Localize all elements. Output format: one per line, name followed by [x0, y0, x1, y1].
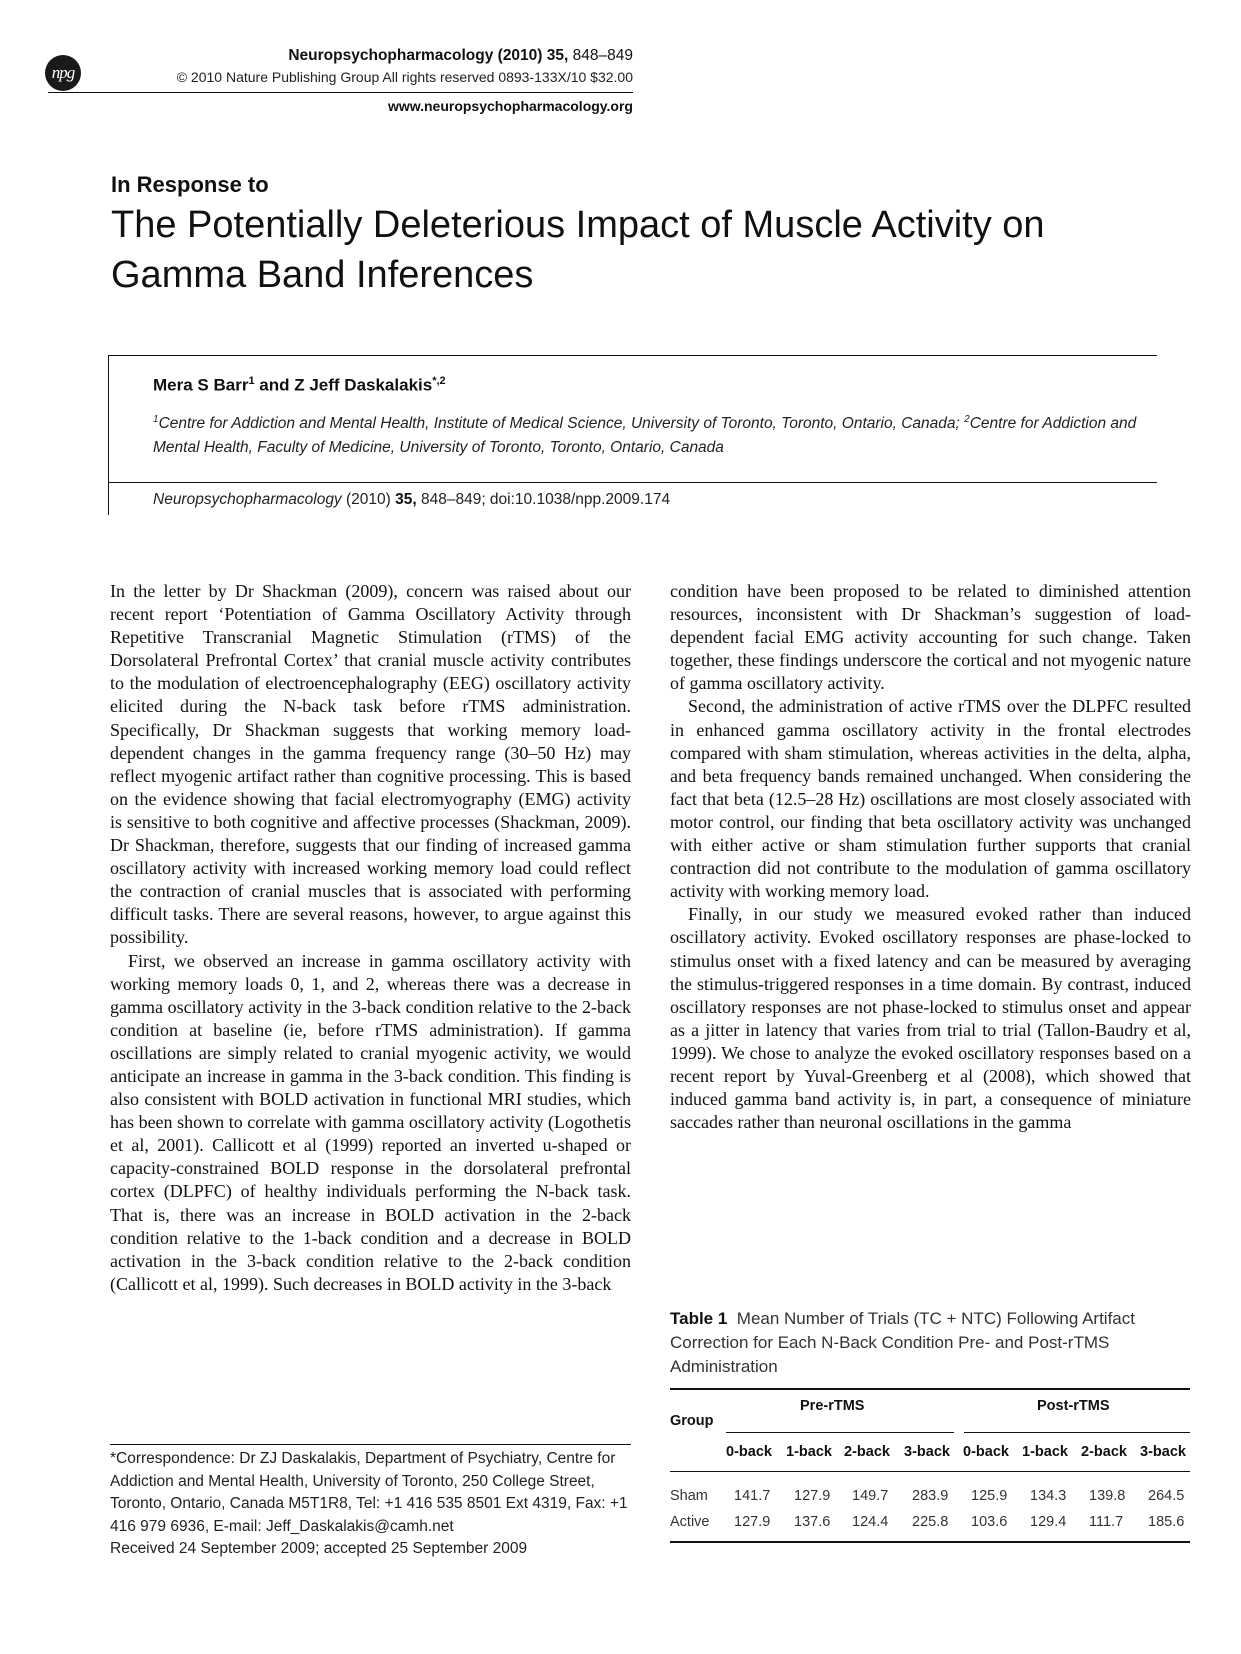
journal-pages: 848–849: [572, 47, 633, 64]
footnote: [110, 1448, 631, 1561]
table-col-header: 3-back: [904, 1444, 950, 1460]
affiliations: $^1$Centre for Addiction and Mental Health, Institute of Medical Science, University of Toronto, Toronto, Ontario, Canada; $^2$Centre for Addiction and Mental Health, Faculty of Medicine, University of Toronto, Toronto, Ontario, Canada: [153, 414, 1137, 457]
article-title: The Potentially Deleterious Impact of Muscle Activity on Gamma Band Inferences: [111, 204, 1045, 296]
table-col-header: 1-back: [1022, 1444, 1068, 1460]
citation-line: Neuropsychopharmacology (2010) 35, 848–849; doi:10.1038/npp.2009.174: [153, 491, 671, 508]
table-bottom-rule: [670, 1541, 1190, 1543]
table-label: Table 1: [670, 1309, 728, 1328]
table-cell: 225.8: [912, 1514, 949, 1530]
table-cell: 127.9: [734, 1514, 771, 1530]
header-divider: [48, 92, 633, 93]
author-2: Z Jeff Daskalakis: [294, 375, 433, 395]
author-box-top-rule: [108, 355, 1157, 356]
table-top-rule: [670, 1388, 1190, 1390]
paragraph-first: First, we observed an increase in gamma oscillatory activity with working memory loads 0, 1, and 2, whereas there was a decrease in gamma oscillatory activity in the 3-back condition relative to the 2-back condition at baseline (ie, before rTMS administration). If gamma oscillations are simply related to cranial myogenic activity, we would anticipate an increase in gamma in the 3-back condition. This finding is also consistent with BOLD activation in functional MRI studies, which has been shown to correlate with gamma oscillatory activity (Logothetis et al, 2001). Callicott et al (1999) reported an inverted u-shaped or capacity-constrained BOLD response in the dorsolateral prefrontal cortex (DLPFC) of healthy individuals performing the N-back task. That is, there was an increase in BOLD activation in the 2-back condition relative to the 1-back condition and a decrease in BOLD activation in the 3-back condition relative to the 2-back condition (Callicott et al, 1999). Such decreases in BOLD activity in the 3-back: [110, 950, 631, 1294]
table-col-header: 1-back: [786, 1444, 832, 1460]
table-cell: 264.5: [1148, 1488, 1185, 1504]
footnote-rule: [110, 1444, 631, 1445]
body-column-right: [670, 580, 1191, 1134]
table-caption: [670, 1307, 1190, 1379]
table-cell: 127.9: [794, 1488, 831, 1504]
journal-header: [288, 47, 633, 65]
correspondence-note: *Correspondence: Dr ZJ Daskalakis, Department of Psychiatry, Centre for Addiction and Mental Health, University of Toronto, 250 College Street, Toronto, Ontario, Canada M5T1R8, Tel: +1 416 535 8501 Ext 4319, Fax: +1 416 979 6936, E-mail: Jeff_Daskalakis@camh.net: [110, 1450, 628, 1535]
table-cell: 139.8: [1089, 1488, 1126, 1504]
table-col-header: 0-back: [963, 1444, 1009, 1460]
article-kicker: In Response to: [111, 172, 269, 197]
table-cell: 134.3: [1030, 1488, 1067, 1504]
table-group-header: Group: [670, 1413, 714, 1429]
paragraph-intro: In the letter by Dr Shackman (2009), concern was raised about our recent report ‘Potentiation of Gamma Oscillatory Activity through Repetitive Transcranial Magnetic Stimulation (rTMS) of the Dorsolateral Prefrontal Cortex’ that cranial muscle activity contributes to the modulation of electroencephalography (EEG) oscillatory activity elicited during the N-back task before rTMS administration. Specifically, Dr Shackman suggests that working memory load-dependent changes in the gamma frequency range (30–50 Hz) may reflect myogenic artifact rather than cognitive processing. This is based on the evidence showing that facial electromyography (EMG) activity is sensitive to both cognitive and affective processes (Shackman, 2009). Dr Shackman, therefore, suggests that our finding of increased gamma oscillatory activity with increased working memory load could reflect the contraction of cranial muscles that is associated with performing difficult tasks. There are several reasons, however, to argue against this possibility.: [110, 581, 631, 948]
author-box-side-rule: [108, 355, 109, 515]
table-col-header: 2-back: [1081, 1444, 1127, 1460]
journal-url[interactable]: www.neuropsychopharmacology.org: [387, 98, 633, 114]
paragraph-first-continued: condition have been proposed to be related to diminished attention resources, inconsistent with Dr Shackman’s suggestion of load-dependent facial EMG activity accounting for such change. Taken together, these findings underscore the cortical and not myogenic nature of gamma oscillatory activity.: [670, 581, 1191, 694]
journal-name: Neuropsychopharmacology (2010): [288, 47, 543, 64]
table-col-header: 2-back: [844, 1444, 890, 1460]
table-cell: 137.6: [794, 1514, 831, 1530]
npg-logo: npg: [45, 55, 81, 91]
table-cell: 129.4: [1030, 1514, 1067, 1530]
table-pre-span-rule: [726, 1432, 954, 1433]
table-cell: 141.7: [734, 1488, 771, 1504]
table-cell: 283.9: [912, 1488, 949, 1504]
table-col-header: 3-back: [1140, 1444, 1186, 1460]
table-header-rule: [670, 1471, 1190, 1472]
author-box-mid-rule: [108, 482, 1157, 483]
table-caption-text: Mean Number of Trials (TC + NTC) Following Artifact Correction for Each N-Back Condition Pre- and Post-rTMS Administration: [670, 1309, 1135, 1376]
table-cell: 149.7: [852, 1488, 889, 1504]
table-cell: 103.6: [971, 1514, 1008, 1530]
table-cell: 111.7: [1089, 1514, 1124, 1530]
journal-volume: 35,: [546, 47, 569, 64]
author-list: Mera S Barr$^1$ and Z Jeff Daskalakis$^{*,2}$: [153, 375, 446, 395]
paragraph-second: Second, the administration of active rTMS over the DLPFC resulted in enhanced gamma oscillatory activity in the frontal electrodes compared with sham stimulation, whereas activities in the delta, alpha, and beta frequency bands remained unchanged. When considering the fact that beta (12.5–28 Hz) oscillations are most closely associated with motor control, our finding that beta oscillatory activity was unchanged with either active or sham stimulation further supports that cranial contraction did not contribute to the modulation of gamma oscillatory activity with working memory load.: [670, 696, 1191, 902]
table-post-span-rule: [964, 1432, 1190, 1433]
body-column-left: [110, 580, 631, 1296]
received-note: Received 24 September 2009; accepted 25 September 2009: [110, 1540, 528, 1557]
table-col-header: 0-back: [726, 1444, 772, 1460]
author-1: Mera S Barr: [153, 375, 249, 395]
table-row-label: Active: [670, 1514, 710, 1530]
table-header-post-rtms: Post-rTMS: [1037, 1398, 1110, 1414]
copyright-line: © 2010 Nature Publishing Group All rights reserved 0893-133X/10 $32.00: [176, 69, 633, 85]
table-cell: 125.9: [971, 1488, 1008, 1504]
paragraph-finally: Finally, in our study we measured evoked rather than induced oscillatory activity. Evoked oscillatory responses are phase-locked to stimulus onset with a fixed latency and can be measured by averaging the stimulus-triggered responses in a time domain. By contrast, induced oscillatory responses are not phase-locked to stimulus onset and appear as a jitter in latency that varies from trial to trial (Tallon-Baudry et al, 1999). We chose to analyze the evoked oscillatory responses based on a recent report by Yuval-Greenberg et al (2008), which showed that induced gamma band activity is, in part, a consequence of miniature saccades rather than neuronal oscillations in the gamma: [670, 904, 1191, 1133]
table-row-label: Sham: [670, 1488, 708, 1504]
table-header-pre-rtms: Pre-rTMS: [800, 1398, 865, 1414]
table-cell: 124.4: [852, 1514, 889, 1530]
table-cell: 185.6: [1148, 1514, 1185, 1530]
